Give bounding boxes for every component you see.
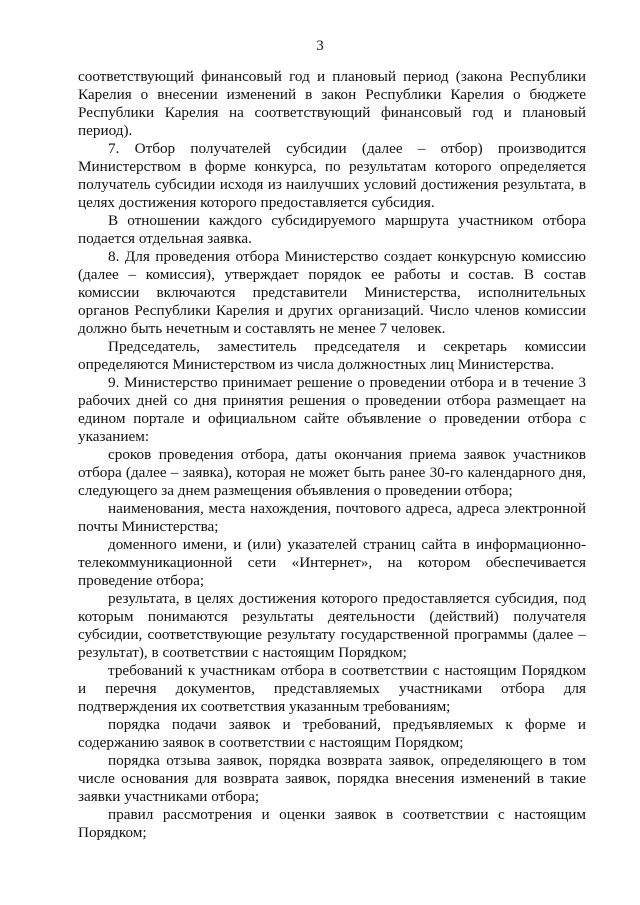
- list-item-participant-requirements: требований к участникам отбора в соответствии с настоящим Порядком и перечня документов, представляемых участниками отбора для подтверждения их соответствия указанным требованиям;: [78, 662, 586, 715]
- paragraph-separate-application: В отношении каждого субсидируемого маршрута участником отбора подается отдельная заявка.: [78, 212, 586, 247]
- page-number: 3: [316, 38, 324, 54]
- paragraph-item-7: 7. Отбор получателей субсидии (далее – отбор) производится Министерством в форме конкурса, по результатам которого определяется получатель субсидии исходя из наилучших условий достижения результата, в целях достижения которого предоставляется субсидия.: [78, 140, 586, 211]
- list-item-ministry-contacts: наименования, места нахождения, почтового адреса, адреса электронной почты Министерства;: [78, 500, 586, 535]
- list-item-review-rules: правил рассмотрения и оценки заявок в соответствии с настоящим Порядком;: [78, 806, 586, 841]
- paragraph-continuation: соответствующий финансовый год и плановый период (закона Республики Карелия о внесении изменений в закон Республики Карелия о бюджете Республики Карелия на соответствующий финансовый год и плановый период).: [78, 68, 586, 139]
- list-item-withdrawal-procedure: порядка отзыва заявок, порядка возврата заявок, определяющего в том числе основания для возврата заявок, порядка внесения изменений в такие заявки участниками отбора;: [78, 752, 586, 805]
- paragraph-item-9: 9. Министерство принимает решение о проведении отбора и в течение 3 рабочих дней со дня принятия решения о проведении отбора размещает на едином портале и официальном сайте объявление о проведении отбора с указанием:: [78, 374, 586, 445]
- paragraph-commission-officers: Председатель, заместитель председателя и секретарь комиссии определяются Министерством из числа должностных лиц Министерства.: [78, 338, 586, 373]
- paragraph-item-8: 8. Для проведения отбора Министерство создает конкурсную комиссию (далее – комиссия), утверждает порядок ее работы и состав. В состав комиссии включаются представители Министерства, исполнительных органов Республики Карелия и других организаций. Число членов комиссии должно быть нечетным и составлять не менее 7 человек.: [78, 248, 586, 337]
- list-item-deadlines: сроков проведения отбора, даты окончания приема заявок участников отбора (далее – заявка), которая не может быть ранее 30-го календарного дня, следующего за днем размещения объявления о проведении отбора;: [78, 446, 586, 499]
- document-body: [78, 68, 586, 842]
- list-item-domain-name: доменного имени, и (или) указателей страниц сайта в информационно-телекоммуникационной сети «Интернет», на котором обеспечивается проведение отбора;: [78, 536, 586, 589]
- list-item-submission-procedure: порядка подачи заявок и требований, предъявляемых к форме и содержанию заявок в соответствии с настоящим Порядком;: [78, 716, 586, 751]
- list-item-result: результата, в целях достижения которого предоставляется субсидия, под которым понимаются результаты деятельности (действий) получателя субсидии, соответствующие результату государственной программы (далее – результат), в соответствии с настоящим Порядком;: [78, 590, 586, 661]
